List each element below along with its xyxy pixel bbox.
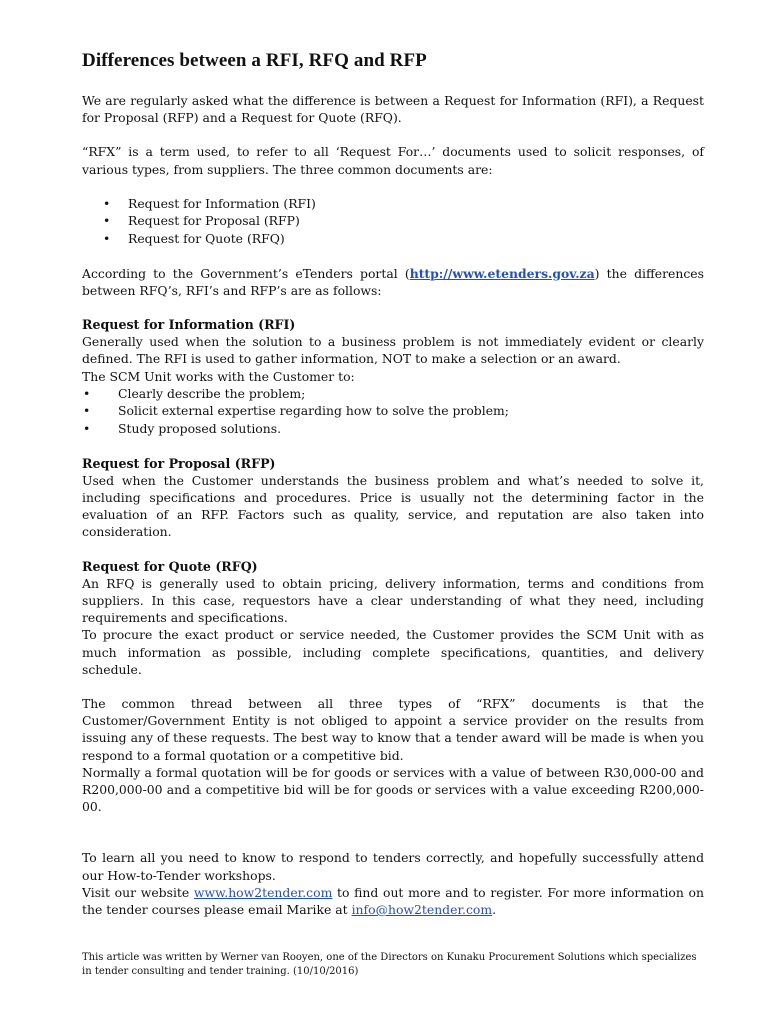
visit-paragraph: Visit our website www.how2tender.com to find out more and to register. For more information on the tender courses please email Marike at info@how2tender.com. — [82, 884, 704, 918]
list-item: • Request for Quote (RFQ) — [82, 230, 704, 248]
rfi-scm-intro: The SCM Unit works with the Customer to: — [82, 368, 355, 384]
list-item: • Study proposed solutions. — [82, 420, 704, 438]
rfp-heading: Request for Proposal (RFP) — [82, 455, 276, 471]
etenders-link[interactable]: http://www.etenders.gov.za — [409, 265, 595, 281]
portal-paragraph: According to the Government’s eTenders portal (http://www.etenders.gov.za) the differences between RFQ’s, RFI’s and RFP’s are as follows: — [82, 265, 704, 298]
quotation-value-paragraph: Normally a formal quotation will be for goods or services with a value of between R30,000-00 and R200,000-00 and a competitive bid will be for goods or services with a value exceeding R200,000-00. — [82, 764, 704, 815]
intro-paragraph: We are regularly asked what the difference is between a Request for Information (RFI), a Request for Proposal (RFP) and a Request for Quote (RFQ). — [82, 93, 704, 126]
list-item: • Clearly describe the problem; — [82, 385, 704, 403]
rfq-procure-paragraph: To procure the exact product or service needed, the Customer provides the SCM Unit with as much information as possible, including complete specifications, quantities, and delivery schedule. — [82, 627, 704, 677]
website-link[interactable]: www.how2tender.com — [193, 884, 333, 900]
rfx-definition-paragraph: “RFX” is a term used, to refer to all ‘Request For…’ documents used to solicit responses, of various types, from suppliers. The three common documents are: — [82, 144, 704, 177]
learn-paragraph: To learn all you need to know to respond to tenders correctly, and hopefully successfully attend our How-to-Tender workshops. — [82, 850, 704, 883]
rfp-description: Used when the Customer understands the business problem and what’s needed to solve it, including specifications and procedures. Price is usually not the determining factor in the evaluation of an RFP. Factors such as quality, service, and reputation are also taken into consideration. — [82, 472, 704, 540]
common-thread-paragraph: The common thread between all three types of “RFX” documents is that the Customer/Government Entity is not obliged to appoint a service provider on the results from issuing any of these requests. The best way to know that a tender award will be made is when you respond to a formal quotation or a competitive bid. — [82, 696, 704, 763]
rfi-bullets — [82, 385, 704, 438]
list-item: • Request for Proposal (RFP) — [82, 212, 704, 230]
document-types-list — [82, 195, 704, 248]
rfi-heading: Request for Information (RFI) — [82, 317, 296, 332]
rfq-heading: Request for Quote (RFQ) — [82, 558, 258, 574]
email-link[interactable]: info@how2tender.com — [351, 902, 493, 918]
list-item: • Request for Information (RFI) — [82, 195, 704, 213]
document-title: Differences between a RFI, RFQ and RFP — [82, 50, 427, 71]
rfq-description: An RFQ is generally used to obtain pricing, delivery information, terms and conditions from suppliers. In this case, requestors have a clear understanding of what they need, including requirements and specifications. — [82, 575, 704, 626]
footer-note: This article was written by Werner van Rooyen, one of the Directors on Kunaku Procurement Solutions which specializes in tender consulting and tender training. (10/10/2016) — [82, 952, 697, 977]
rfi-description: Generally used when the solution to a business problem is not immediately evident or clearly defined. The RFI is used to gather information, NOT to make a selection or an award. — [82, 334, 704, 367]
list-item: • Solicit external expertise regarding how to solve the problem; — [82, 402, 704, 420]
